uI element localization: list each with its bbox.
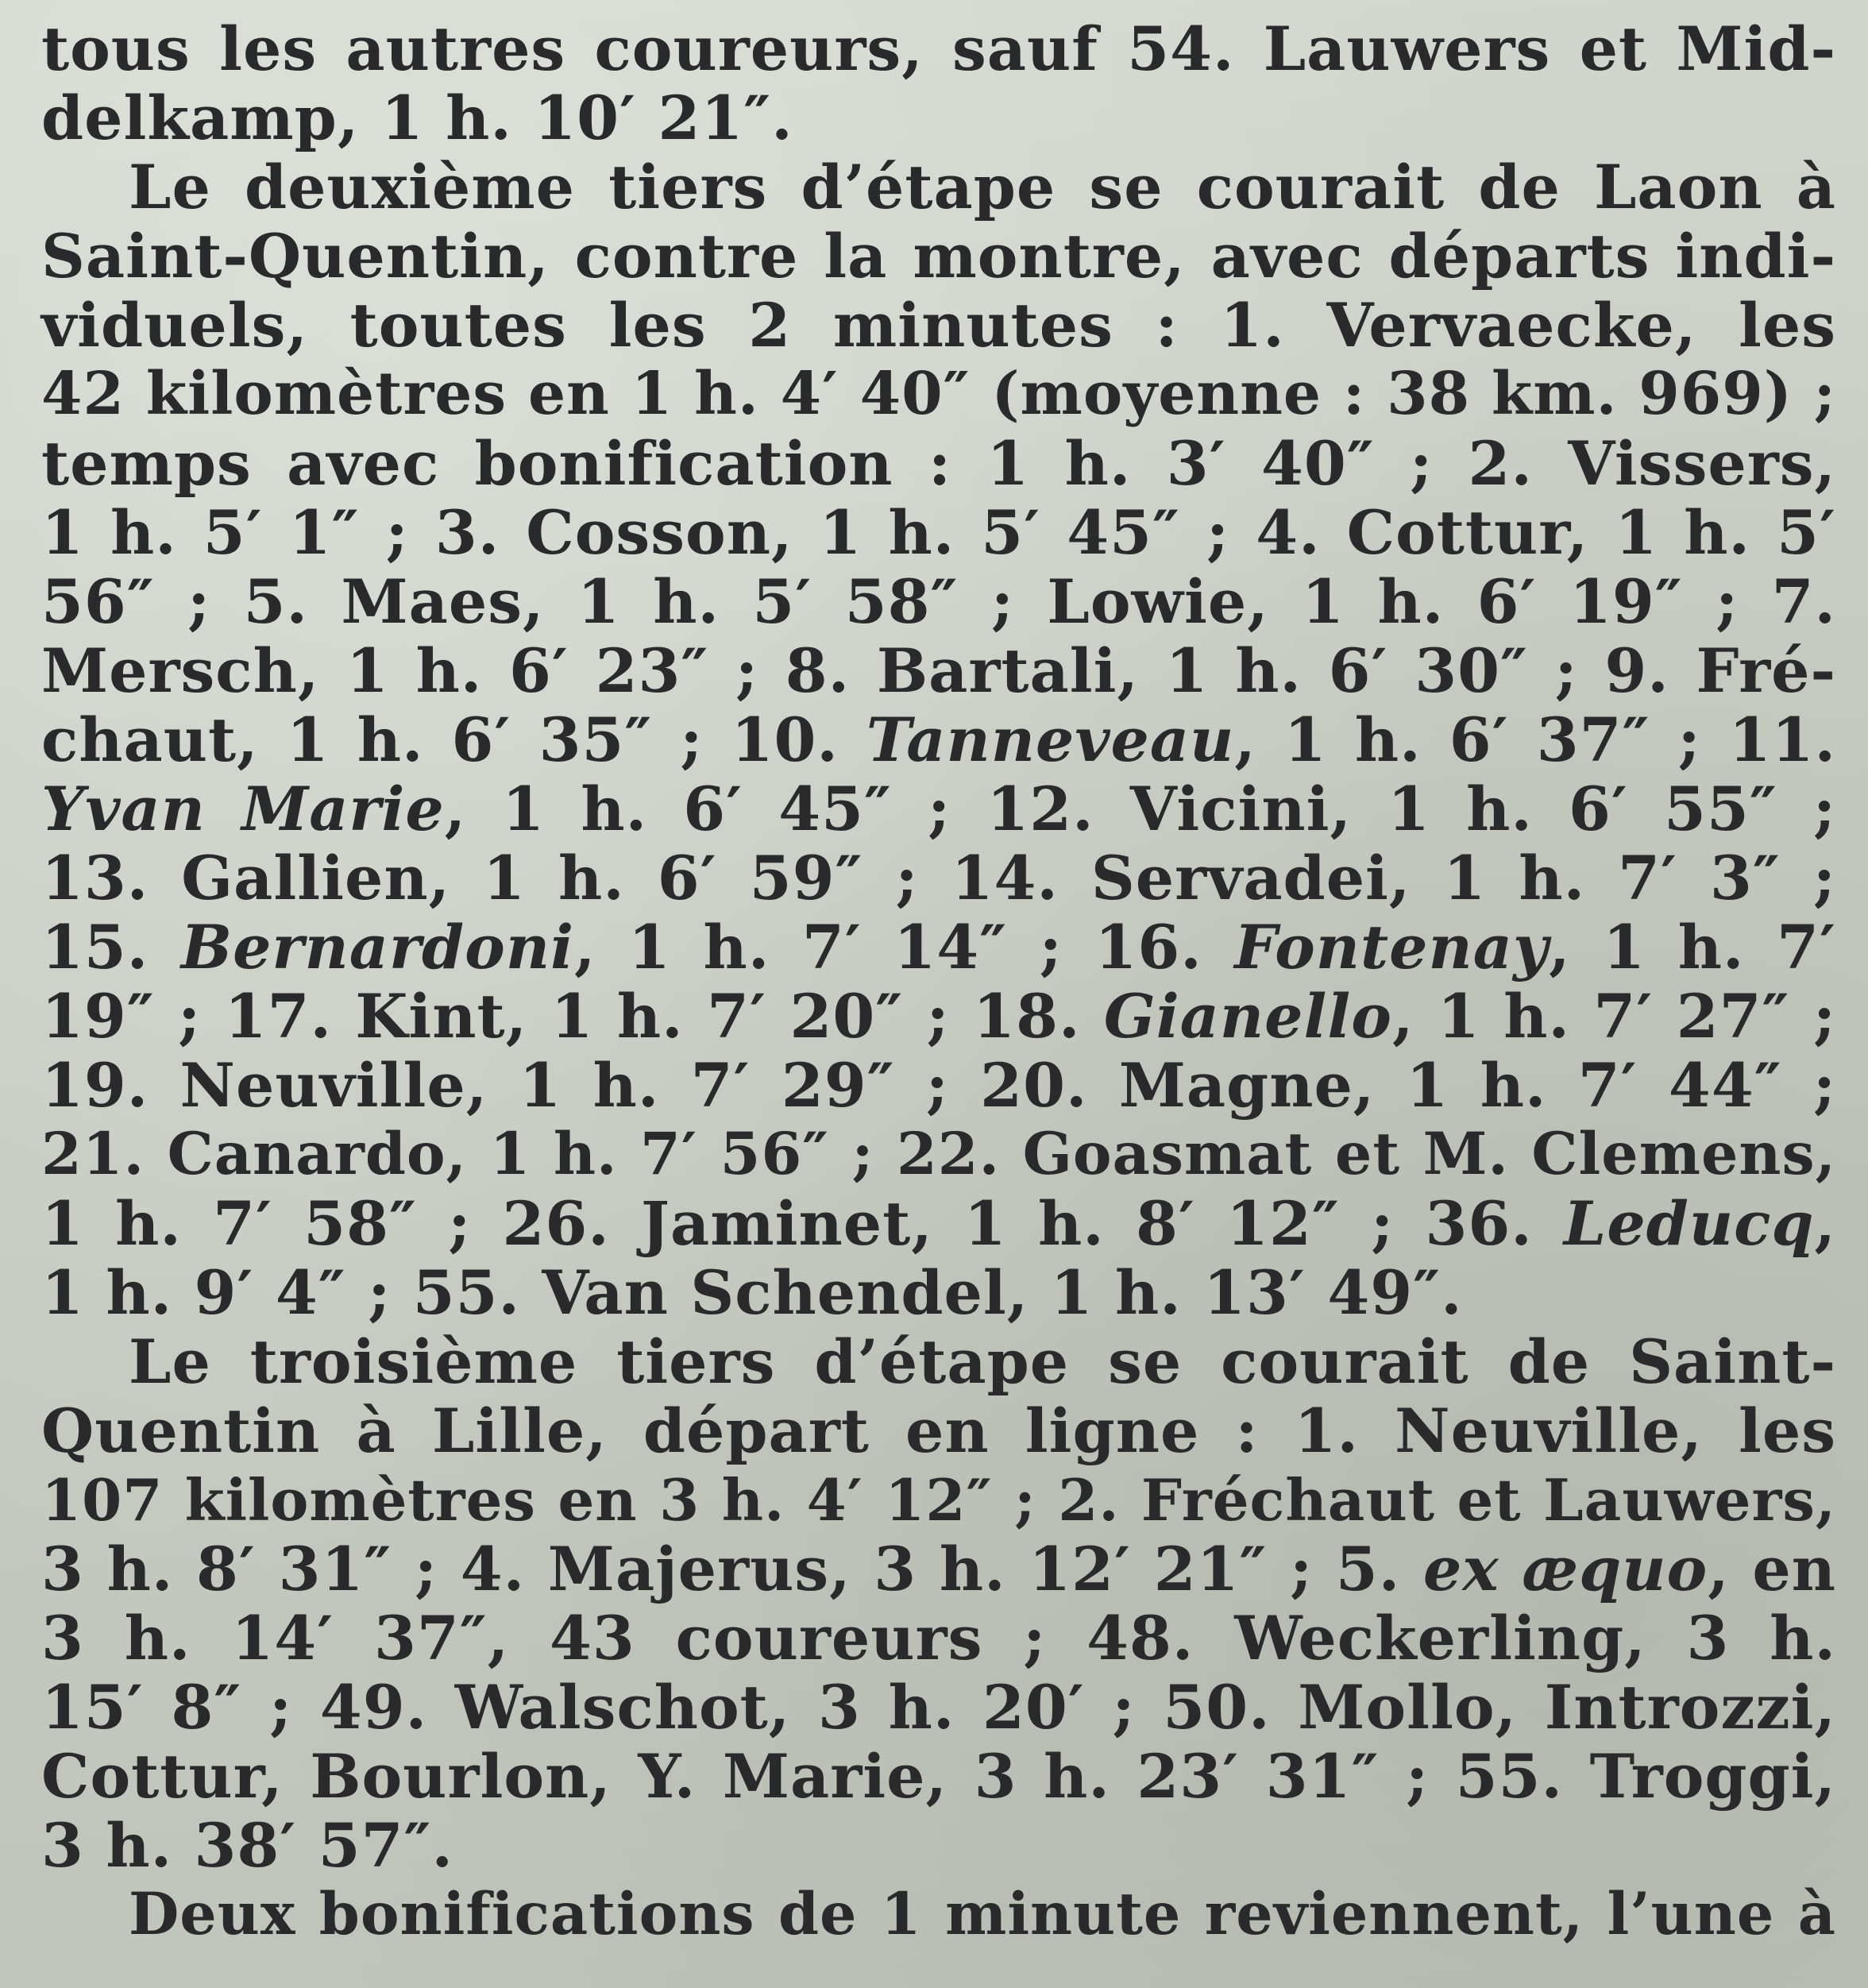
text-segment: 19″ ; 17. Kint, 1 h. 7′ 20″ ; 18.: [41, 981, 1104, 1052]
text-segment: 21. Canardo, 1 h. 7′ 56″ ; 22. Goasmat et M. Clemens,: [41, 1120, 1836, 1188]
text-segment: , 1 h. 7′: [1549, 912, 1836, 982]
italic-name: Leducq: [1563, 1188, 1815, 1259]
text-segment: 13. Gallien, 1 h. 6′ 59″ ; 14. Servadei, 1 h. 7′ 3″ ;: [41, 843, 1836, 913]
text-line: [41, 1742, 1836, 1811]
text-line: [41, 1465, 1836, 1534]
text-line: [41, 636, 1836, 705]
text-line: [41, 567, 1836, 636]
italic-name: Tanneveau: [866, 704, 1235, 775]
text-line: [41, 360, 1836, 429]
text-segment: 3 h. 14′ 37″, 43 coureurs ; 48. Weckerling, 3 h.: [41, 1603, 1836, 1673]
text-line: [41, 1880, 1836, 1949]
text-line: [41, 1673, 1836, 1742]
text-line: [41, 152, 1836, 222]
italic-name: Fontenay: [1234, 912, 1550, 982]
text-segment: 3 h. 38′ 57″.: [41, 1810, 453, 1881]
text-line: [41, 1051, 1836, 1120]
text-segment: viduels, toutes les 2 minutes : 1. Vervaecke, les: [41, 290, 1836, 361]
text-segment: 107 kilomètres en 3 h. 4′ 12″ ; 2. Fréchaut et Lauwers,: [41, 1466, 1836, 1534]
text-segment: Deux bonifications de 1 minute reviennent, l’une à: [129, 1880, 1836, 1948]
text-line: [41, 14, 1836, 83]
text-segment: 15′ 8″ ; 49. Walschot, 3 h. 20′ ; 50. Mollo, Introzzi,: [41, 1672, 1836, 1743]
text-segment: Le deuxième tiers d’étape se courait de Laon à: [129, 152, 1836, 222]
text-line: [41, 1811, 1836, 1880]
article-text: [41, 14, 1836, 1949]
text-segment: , 1 h. 7′ 14″ ; 16.: [573, 912, 1235, 982]
text-line: [41, 1258, 1836, 1327]
text-segment: Le troisième tiers d’étape se courait de Saint-: [129, 1326, 1836, 1397]
text-line: [41, 913, 1836, 982]
text-segment: , 1 h. 6′ 37″ ; 11.: [1234, 704, 1836, 775]
text-segment: 1 h. 9′ 4″ ; 55. Van Schendel, 1 h. 13′ 49″.: [41, 1257, 1463, 1328]
text-line: [41, 1327, 1836, 1396]
text-line: [41, 774, 1836, 843]
text-segment: chaut, 1 h. 6′ 35″ ; 10.: [41, 704, 866, 775]
text-segment: , 1 h. 6′ 45″ ; 12. Vicini, 1 h. 6′ 55″ ;: [444, 774, 1836, 844]
text-segment: 15.: [41, 912, 181, 982]
text-segment: delkamp, 1 h. 10′ 21″.: [41, 83, 793, 153]
italic-name: Bernardoni: [180, 912, 574, 982]
text-line: [41, 222, 1836, 291]
text-line: [41, 1396, 1836, 1465]
text-line: [41, 83, 1836, 152]
text-segment: 3 h. 8′ 31″ ; 4. Majerus, 3 h. 12′ 21″ ; 5.: [41, 1534, 1423, 1604]
text-segment: 19. Neuville, 1 h. 7′ 29″ ; 20. Magne, 1 h. 7′ 44″ ;: [41, 1050, 1836, 1121]
text-segment: Mersch, 1 h. 6′ 23″ ; 8. Bartali, 1 h. 6′ 30″ ; 9. Fré-: [41, 635, 1836, 706]
italic-name: ex æquo: [1422, 1534, 1708, 1604]
text-line: [41, 982, 1836, 1051]
text-segment: Saint-Quentin, contre la montre, avec départs indi-: [41, 221, 1836, 291]
text-line: [41, 498, 1836, 567]
text-line: [41, 705, 1836, 774]
text-segment: 1 h. 7′ 58″ ; 26. Jaminet, 1 h. 8′ 12″ ; 36.: [41, 1188, 1564, 1259]
text-segment: tous les autres coureurs, sauf 54. Lauwers et Mid-: [41, 14, 1836, 84]
text-line: [41, 291, 1836, 360]
text-line: [41, 843, 1836, 913]
text-segment: Quentin à Lille, départ en ligne : 1. Neuville, les: [41, 1395, 1836, 1466]
text-line: [41, 1189, 1836, 1258]
text-segment: 56″ ; 5. Maes, 1 h. 5′ 58″ ; Lowie, 1 h. 6′ 19″ ; 7.: [41, 566, 1836, 637]
italic-name: Yvan Marie: [41, 774, 445, 844]
text-segment: Cottur, Bourlon, Y. Marie, 3 h. 23′ 31″ ; 55. Troggi,: [41, 1741, 1836, 1812]
text-line: [41, 1120, 1836, 1189]
text-line: [41, 429, 1836, 498]
text-segment: temps avec bonification : 1 h. 3′ 40″ ; 2. Vissers,: [41, 428, 1836, 499]
italic-name: Gianello: [1103, 981, 1392, 1052]
text-line: [41, 1534, 1836, 1604]
text-segment: 42 kilomètres en 1 h. 4′ 40″ (moyenne : 38 km. 969) ;: [41, 360, 1836, 428]
text-segment: , en: [1708, 1534, 1837, 1604]
text-segment: , 1 h. 7′ 27″ ;: [1391, 981, 1836, 1052]
text-segment: ,: [1814, 1188, 1836, 1259]
text-line: [41, 1604, 1836, 1673]
text-segment: 1 h. 5′ 1″ ; 3. Cosson, 1 h. 5′ 45″ ; 4. Cottur, 1 h. 5′: [41, 497, 1836, 568]
